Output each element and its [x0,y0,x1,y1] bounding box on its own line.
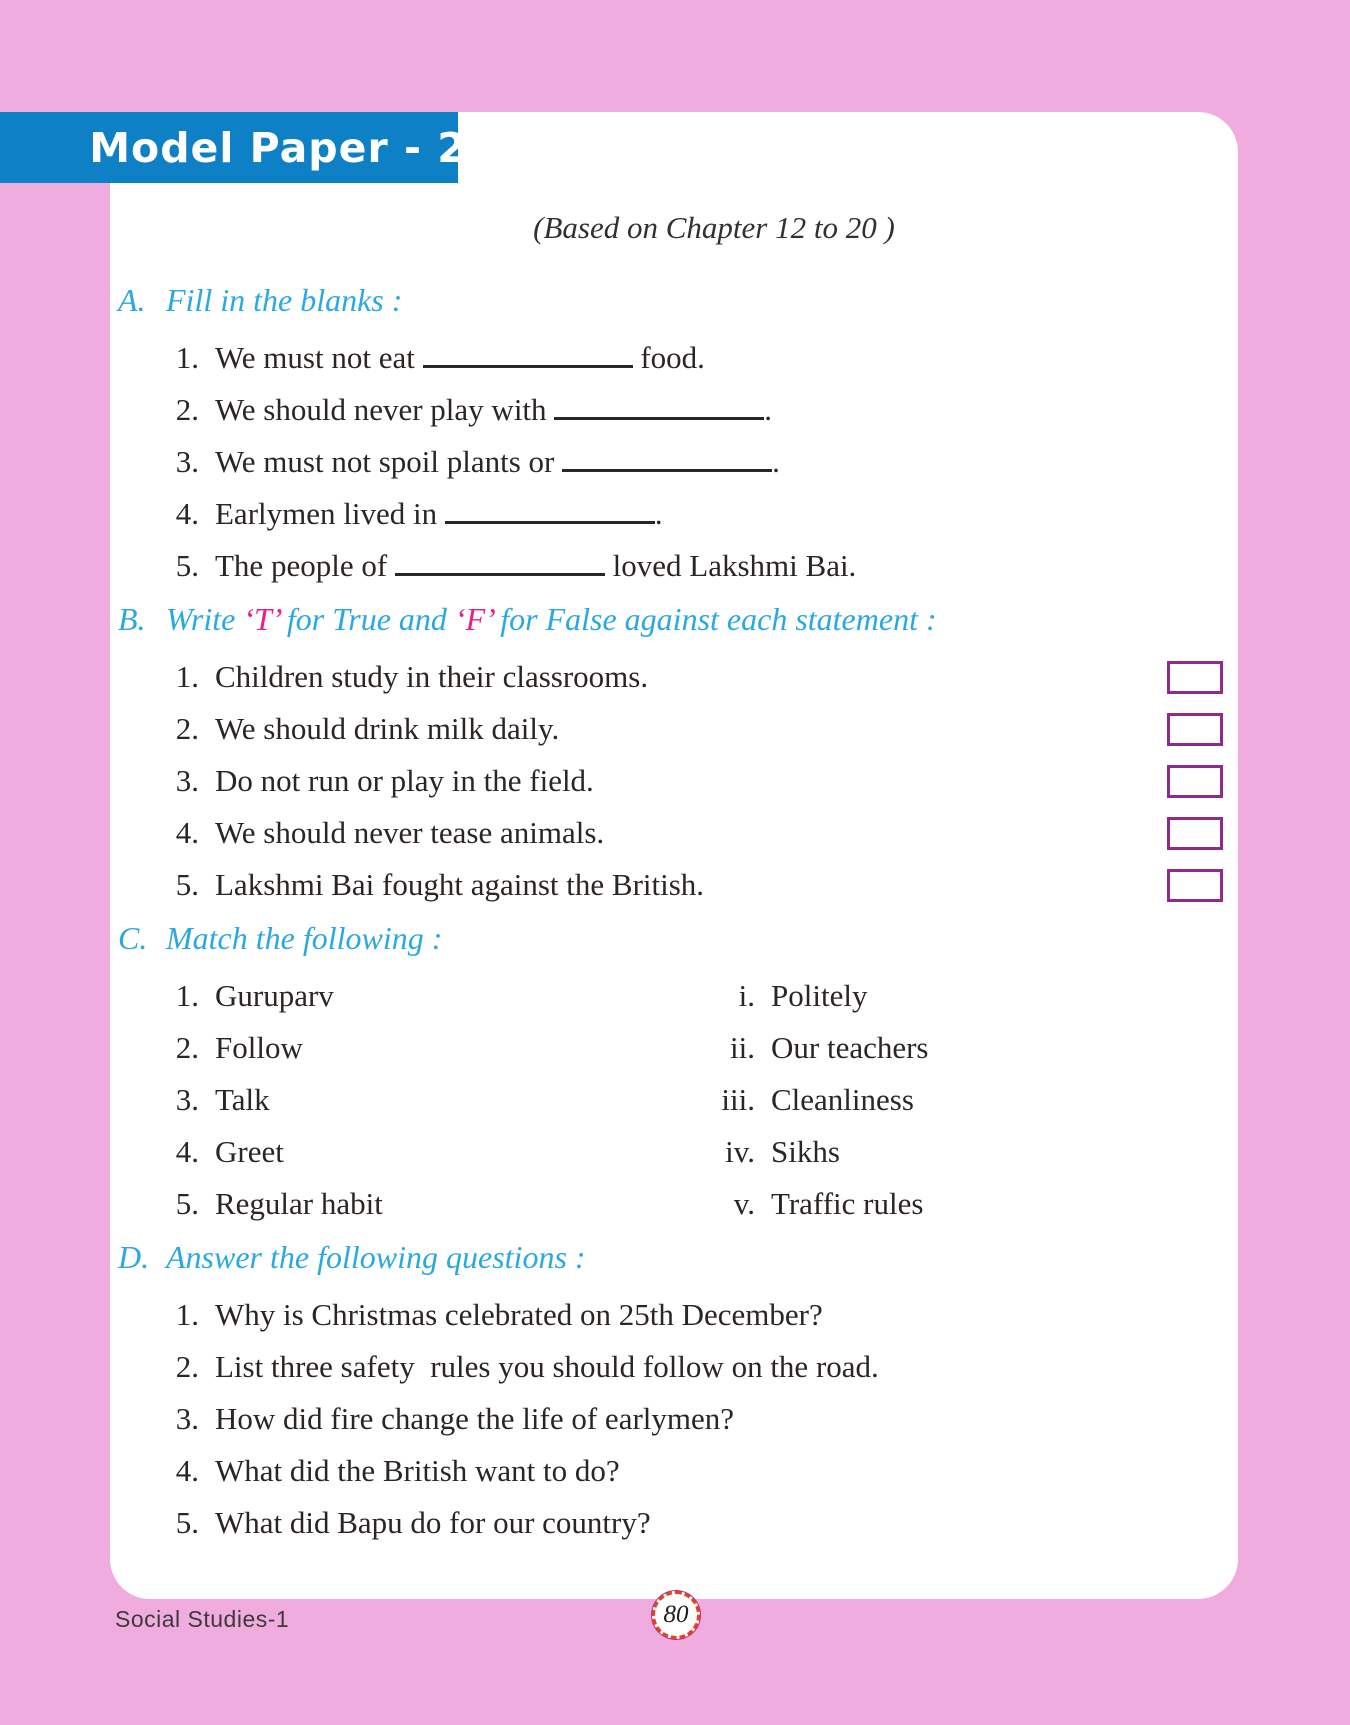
question-number: 2. [175,1349,199,1384]
match-row-5 [165,1184,1238,1224]
question-text: Earlymen lived in . [215,496,663,531]
question-text: We should never play with . [215,392,773,427]
answer-question-2: 2. List three safety rules you should follow on the road. [165,1347,1238,1387]
question-number: 3. [175,1401,199,1436]
false-mark-label: ‘F’ [454,600,493,637]
true-false-statement-5: 5. Lakshmi Bai fought against the British. [165,865,1238,905]
true-false-statement-3: 3. Do not run or play in the field. [165,761,1238,801]
question-number: 1. [175,659,199,694]
fill-blank-question-5 [165,546,1238,586]
match-row-4 [165,1132,1238,1172]
answer-box[interactable] [1167,869,1223,902]
banner-title: Model Paper - 2 [89,123,467,172]
true-false-statement-4: 4. We should never tease animals. [165,813,1238,853]
question-number: 2. [175,1030,199,1065]
fill-blank-question-3 [165,442,1238,482]
blank-line[interactable] [445,518,655,524]
section-c-letter: C. [118,919,148,956]
answer-question-1: 1. Why is Christmas celebrated on 25th December? [165,1295,1238,1335]
question-number: 4. [175,1134,199,1169]
blank-line[interactable] [395,570,605,576]
fill-blank-question-2 [165,390,1238,430]
true-false-statement-1: 1. Children study in their classrooms. [165,657,1238,697]
section-a-heading [118,280,1238,320]
section-b-title: Write ‘T’ for True and ‘F’ for False against each statement : [166,600,937,637]
question-text: We must not eat food. [215,340,705,375]
section-b-letter: B. [118,600,146,637]
match-right-item[interactable]: Sikhs [771,1134,840,1169]
answer-question-5: 5. What did Bapu do for our country? [165,1503,1238,1543]
roman-numeral: ii. [730,1030,755,1065]
true-mark-label: ‘T’ [243,600,279,637]
section-a-letter: A. [118,281,146,318]
question-number: 1. [175,340,199,375]
match-left-item[interactable]: Talk [215,1082,270,1117]
roman-numeral: i. [738,978,755,1013]
section-c-heading [118,918,1238,958]
question-number: 3. [175,444,199,479]
answer-box[interactable] [1167,765,1223,798]
match-right-item[interactable]: Cleanliness [771,1082,914,1117]
worksheet-page-card [110,112,1238,1599]
question-number: 1. [175,1297,199,1332]
fill-blank-question-4 [165,494,1238,534]
answer-question-4: 4. What did the British want to do? [165,1451,1238,1491]
question-number: 4. [175,1453,199,1488]
match-right-item[interactable]: Traffic rules [771,1186,924,1221]
model-paper-banner [0,112,467,183]
fill-blank-question-1 [165,338,1238,378]
page-number: 80 [663,1601,689,1628]
question-number: 4. [175,496,199,531]
match-row-3 [165,1080,1238,1120]
roman-numeral: v. [733,1186,755,1221]
match-left-item[interactable]: Greet [215,1134,284,1169]
section-c-title: Match the following : [166,919,443,956]
answer-box[interactable] [1167,817,1223,850]
question-text: We must not spoil plants or . [215,444,780,479]
question-number: 5. [175,548,199,583]
question-number: 3. [175,1082,199,1117]
match-left-item[interactable]: Guruparv [215,978,334,1013]
section-d-letter: D. [118,1238,150,1275]
match-left-item[interactable]: Regular habit [215,1186,383,1221]
question-number: 2. [175,392,199,427]
question-number: 3. [175,763,199,798]
answer-box[interactable] [1167,713,1223,746]
book-series-label: Social Studies-1 [115,1606,290,1632]
roman-numeral: iv. [725,1134,755,1169]
match-row-1 [165,976,1238,1016]
answer-question-3: 3. How did fire change the life of earlymen? [165,1399,1238,1439]
chapter-range-subtitle: (Based on Chapter 12 to 20 ) [533,210,895,245]
question-number: 2. [175,711,199,746]
blank-line[interactable] [562,466,772,472]
question-number: 5. [175,1505,199,1540]
answer-box[interactable] [1167,661,1223,694]
true-false-statement-2: 2. We should drink milk daily. [165,709,1238,749]
page-number-badge [652,1591,700,1639]
blank-line[interactable] [423,362,633,368]
section-b-heading [118,599,1238,639]
question-text: The people of loved Lakshmi Bai. [215,548,857,583]
match-left-item[interactable]: Follow [215,1030,303,1065]
section-a-title: Fill in the blanks : [166,281,403,318]
match-right-item[interactable]: Our teachers [771,1030,929,1065]
question-number: 5. [175,867,199,902]
match-right-item[interactable]: Politely [771,978,868,1013]
section-d-title: Answer the following questions : [166,1238,586,1275]
match-row-2 [165,1028,1238,1068]
question-number: 1. [175,978,199,1013]
section-d-heading [118,1237,1238,1277]
blank-line[interactable] [554,414,764,420]
roman-numeral: iii. [721,1082,755,1117]
question-number: 5. [175,1186,199,1221]
question-number: 4. [175,815,199,850]
